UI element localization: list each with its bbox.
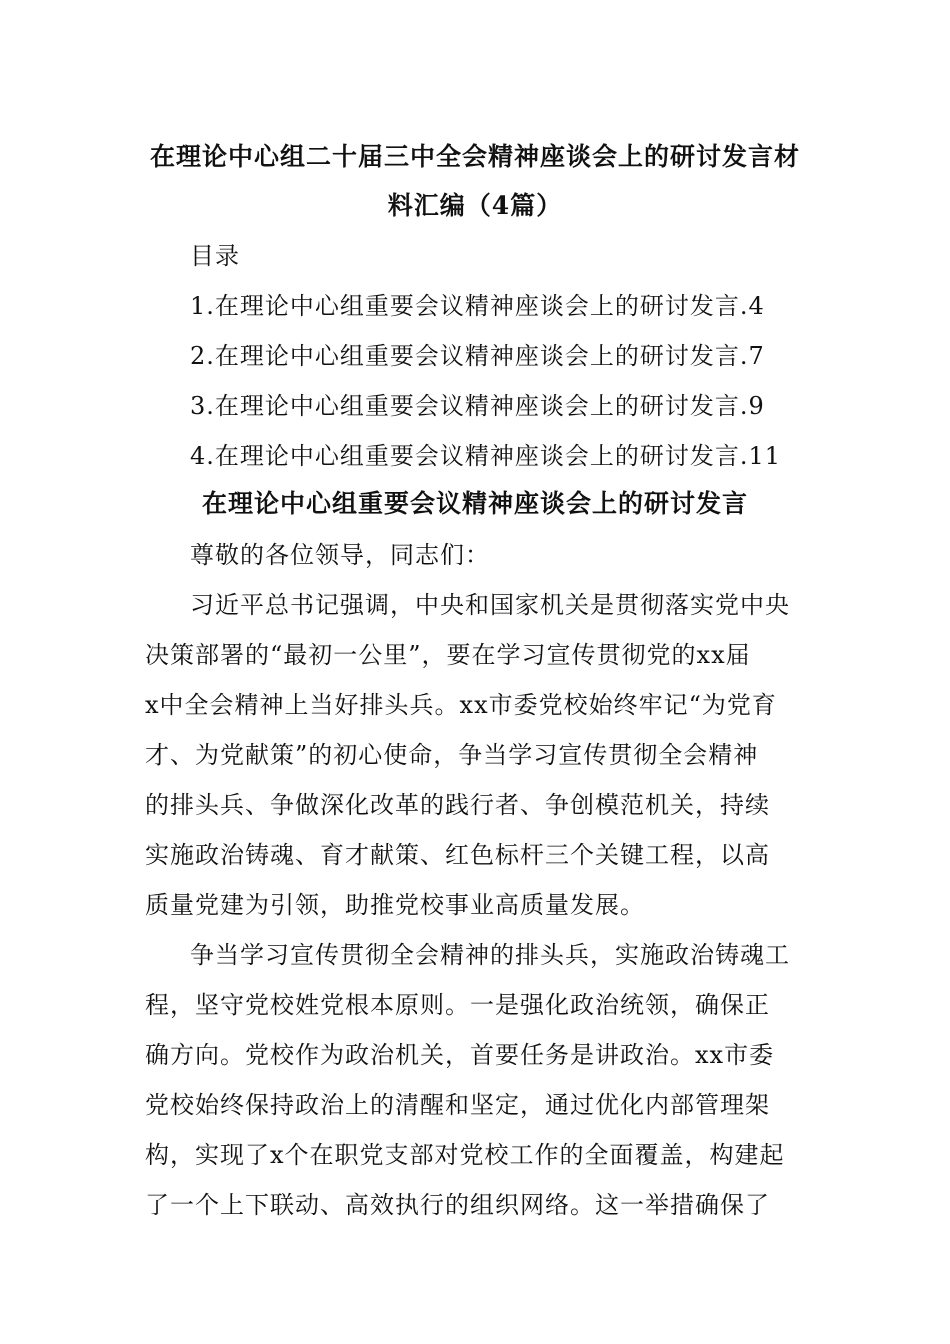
toc-item-2[interactable]: 2.在理论中心组重要会议精神座谈会上的研讨发言.7 xyxy=(190,342,765,370)
toc-item-4[interactable]: 4.在理论中心组重要会议精神座谈会上的研讨发言.11 xyxy=(190,442,782,470)
paragraph-1-line: 实施政治铸魂、育才献策、红色标杆三个关键工程，以高 xyxy=(145,841,770,869)
document-title-line-1: 在理论中心组二十届三中全会精神座谈会上的研讨发言材 xyxy=(149,142,800,171)
paragraph-1-line: 习近平总书记强调，中央和国家机关是贯彻落实党中央 xyxy=(190,591,790,619)
paragraph-1-line: 的排头兵、争做深化改革的践行者、争创模范机关，持续 xyxy=(145,791,770,819)
toc-label: 目录 xyxy=(190,242,240,270)
document-title-line-2: 料汇编（4篇） xyxy=(387,191,563,220)
section-heading: 在理论中心组重要会议精神座谈会上的研讨发言 xyxy=(201,489,748,518)
paragraph-1-line: 质量党建为引领，助推党校事业高质量发展。 xyxy=(145,891,645,919)
paragraph-1-line: x中全会精神上当好排头兵。xx市委党校始终牢记“为党育 xyxy=(145,691,777,719)
toc-item-1[interactable]: 1.在理论中心组重要会议精神座谈会上的研讨发言.4 xyxy=(190,292,765,320)
paragraph-1-line: 才、为党献策”的初心使命，争当学习宣传贯彻全会精神 xyxy=(145,741,759,769)
paragraph-2-line: 争当学习宣传贯彻全会精神的排头兵，实施政治铸魂工 xyxy=(190,941,790,969)
paragraph-1-line: 决策部署的“最初一公里”，要在学习宣传贯彻党的xx届 xyxy=(145,641,751,669)
salutation: 尊敬的各位领导，同志们： xyxy=(190,541,490,569)
paragraph-2-line: 构，实现了x个在职党支部对党校工作的全面覆盖，构建起 xyxy=(145,1141,785,1169)
toc-item-3[interactable]: 3.在理论中心组重要会议精神座谈会上的研讨发言.9 xyxy=(190,392,765,420)
paragraph-2-line: 党校始终保持政治上的清醒和坚定，通过优化内部管理架 xyxy=(145,1091,770,1119)
paragraph-2-line: 确方向。党校作为政治机关，首要任务是讲政治。xx市委 xyxy=(145,1041,775,1069)
paragraph-2-line: 了一个上下联动、高效执行的组织网络。这一举措确保了 xyxy=(145,1191,770,1219)
paragraph-2-line: 程，坚守党校姓党根本原则。一是强化政治统领，确保正 xyxy=(145,991,770,1019)
